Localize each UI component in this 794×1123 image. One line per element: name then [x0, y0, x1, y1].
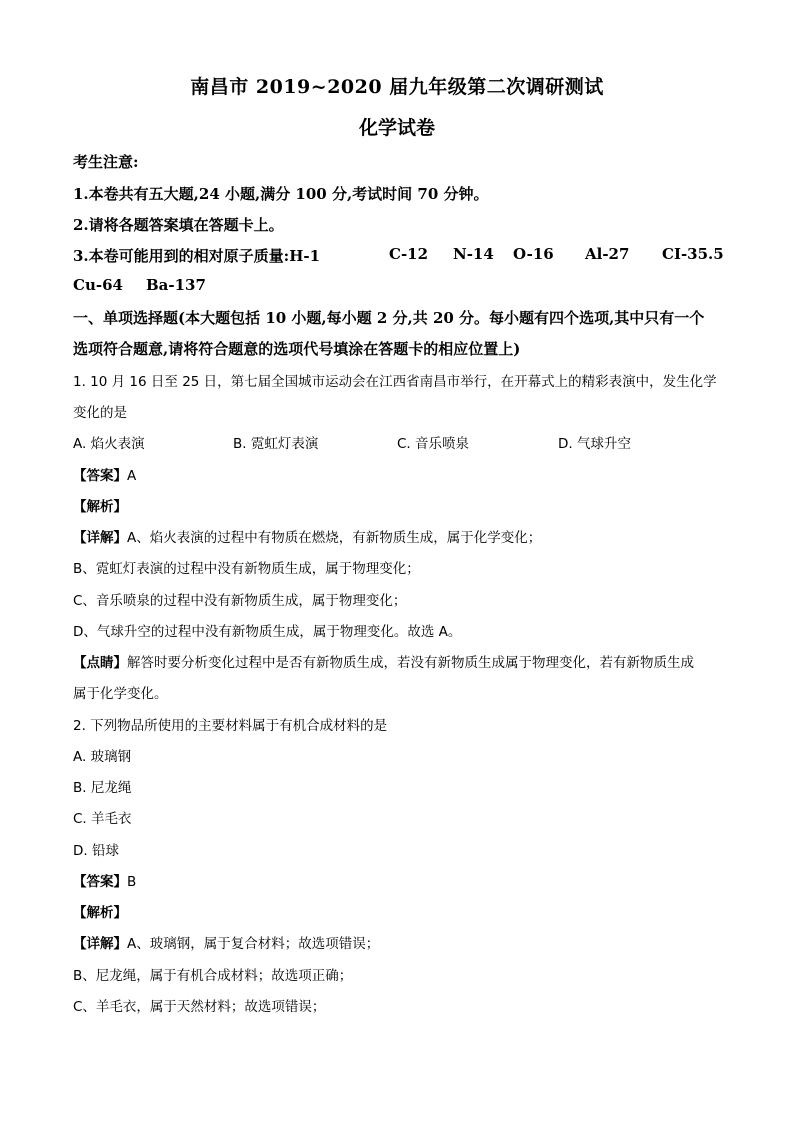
q1-option-b: B. 霓虹灯表演 — [233, 436, 319, 452]
q2-answer — [73, 870, 136, 890]
q1-detail-line1 — [73, 526, 541, 546]
mass-al: Al-27 — [585, 245, 630, 263]
q1-stem-line1: 1. 10 月 16 日至 25 日，第七届全国城市运动会在江西省南昌市举行，在开幕式上的精彩表演中，发生化学 — [73, 374, 717, 390]
section1-heading-line1: 一、单项选择题(本大题包括 10 小题,每小题 2 分,共 20 分。每小题有四个选项,其中只有一个 — [73, 309, 705, 327]
q1-option-d: D. 气球升空 — [558, 436, 631, 452]
q1-answer-value: A — [127, 468, 137, 484]
q1-detail-tag: 【详解】 — [73, 530, 127, 546]
q1-comment-line1 — [73, 651, 694, 671]
q2-answer-tag: 【答案】 — [73, 874, 127, 890]
q1-detail-line4: D、气球升空的过程中没有新物质生成，属于物理变化。故选 A。 — [73, 624, 462, 640]
q1-analysis-tag: 【解析】 — [73, 499, 127, 515]
q2-detail-text1: A、玻璃钢，属于复合材料；故选项错误； — [127, 936, 380, 952]
page-title: 南昌市 2019~2020 届九年级第二次调研测试 — [190, 76, 604, 98]
q1-detail-line2: B、霓虹灯表演的过程中没有新物质生成，属于物理变化； — [73, 561, 420, 577]
q2-stem: 2. 下列物品所使用的主要材料属于有机合成材料的是 — [73, 718, 388, 734]
section1-heading-line2: 选项符合题意,请将符合题意的选项代号填涂在答题卡的相应位置上) — [73, 340, 521, 358]
q1-comment-tag: 【点睛】 — [73, 655, 127, 671]
q2-detail-line3: C、羊毛衣，属于天然材料；故选项错误； — [73, 999, 326, 1015]
q1-detail-text1: A、焰火表演的过程中有物质在燃烧，有新物质生成，属于化学变化； — [127, 530, 542, 546]
q2-analysis-tag: 【解析】 — [73, 905, 127, 921]
q2-answer-value: B — [127, 874, 137, 890]
q1-stem-line2: 变化的是 — [73, 405, 127, 421]
notice-heading: 考生注意: — [73, 153, 139, 171]
mass-ba: Ba-137 — [146, 276, 206, 294]
page-subtitle: 化学试卷 — [358, 117, 435, 139]
q1-answer-tag: 【答案】 — [73, 468, 127, 484]
notice-mass-label: 3.本卷可能用到的相对原子质量:H-1 — [73, 247, 321, 265]
q1-detail-line3: C、音乐喷泉的过程中没有新物质生成，属于物理变化； — [73, 593, 407, 609]
q2-detail-line2: B、尼龙绳，属于有机合成材料；故选项正确； — [73, 968, 353, 984]
q2-option-d: D. 铅球 — [73, 843, 119, 859]
notice-item-2: 2.请将各题答案填在答题卡上。 — [73, 216, 284, 234]
q1-comment-line2: 属于化学变化。 — [73, 686, 168, 702]
mass-cu: Cu-64 — [73, 276, 123, 294]
q1-option-c: C. 音乐喷泉 — [397, 436, 470, 452]
q1-comment-text1: 解答时要分析变化过程中是否有新物质生成，若没有新物质生成属于物理变化，若有新物质生成 — [127, 655, 694, 671]
q1-answer — [73, 464, 136, 484]
notice-item-1: 1.本卷共有五大题,24 小题,满分 100 分,考试时间 70 分钟。 — [73, 185, 489, 203]
mass-cl: CI-35.5 — [662, 245, 724, 263]
q2-detail-line1 — [73, 932, 379, 952]
q2-option-c: C. 羊毛衣 — [73, 811, 132, 827]
q2-option-b: B. 尼龙绳 — [73, 780, 132, 796]
mass-c: C-12 — [389, 245, 429, 263]
q2-detail-tag: 【详解】 — [73, 936, 127, 952]
mass-o: O-16 — [513, 245, 554, 263]
q2-option-a: A. 玻璃钢 — [73, 749, 132, 765]
q1-option-a: A. 焰火表演 — [73, 436, 145, 452]
mass-n: N-14 — [453, 245, 494, 263]
